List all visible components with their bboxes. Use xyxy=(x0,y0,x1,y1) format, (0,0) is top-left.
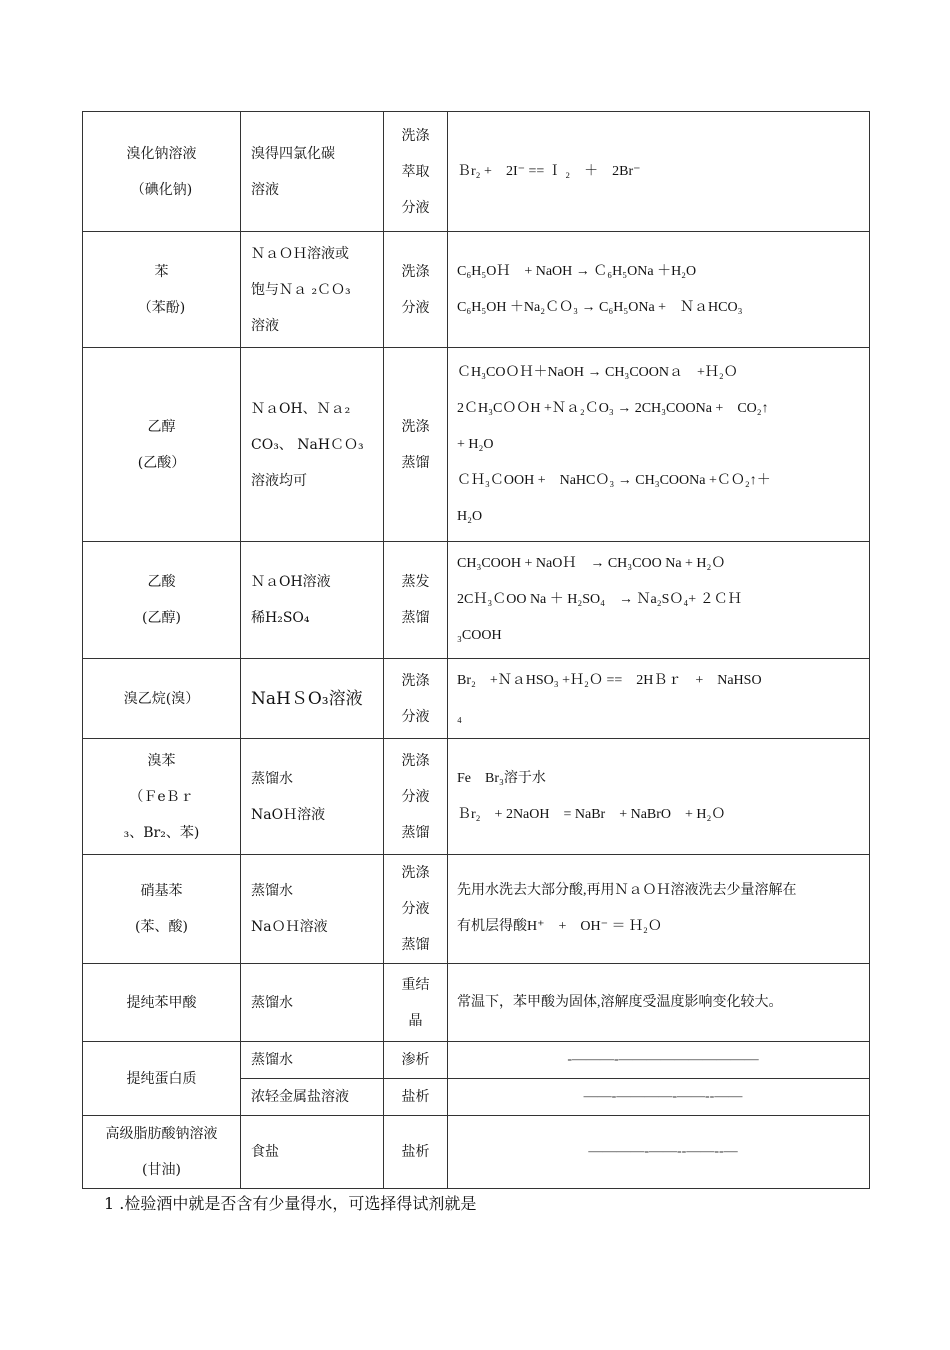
equation-cell xyxy=(448,1116,870,1189)
impure-substance-cell xyxy=(83,1116,241,1189)
cell-line: 高级脂肪酸钠溶液 xyxy=(105,1126,218,1142)
equation-line: + H₂O xyxy=(457,436,494,452)
equation-cell xyxy=(448,348,870,542)
placeholder-dash-line: -———-—————————— xyxy=(567,1052,759,1067)
cell-line: CO₃、 NaHＣＯ₃ xyxy=(251,436,364,453)
placeholder-dash-line: ——-————-——--—— xyxy=(583,1089,743,1104)
cell-line: 分液 xyxy=(401,788,430,805)
method-cell xyxy=(384,1116,448,1189)
cell-line: 蒸馏 xyxy=(401,937,430,953)
cell-line: 萃取 xyxy=(401,163,430,180)
equation-line: ＣH₃COＯＨ＋NaOH → CH₃COONａ +Ｈ₂Ｏ xyxy=(457,364,738,380)
cell-line: 溴苯 xyxy=(147,752,176,769)
reagent-cell xyxy=(241,1042,384,1079)
cell-line: (乙醇) xyxy=(142,610,181,626)
impure-substance-cell xyxy=(83,659,241,739)
cell-line: ＮａOH、Ｎａ₂ xyxy=(251,400,351,417)
equation-line: 常温下，苯甲酸为固体,溶解度受温度影响变化较大。 xyxy=(457,994,783,1010)
reagent-cell xyxy=(241,855,384,964)
cell-line: (乙酸） xyxy=(137,454,186,471)
impure-substance-cell xyxy=(83,739,241,855)
reagent-cell xyxy=(241,964,384,1042)
cell-line: 分液 xyxy=(401,299,430,316)
equation-line: H₂O xyxy=(457,508,483,524)
equation-cell xyxy=(448,1079,870,1116)
reagent-cell xyxy=(241,112,384,232)
table-row xyxy=(83,542,870,659)
purification-table xyxy=(82,111,870,1189)
cell-line: 蒸馏 xyxy=(401,824,430,841)
method-cell xyxy=(384,659,448,739)
cell-line: 溶液 xyxy=(251,181,279,198)
cell-line: 乙酸 xyxy=(147,574,176,590)
equation-line: ₃COOH xyxy=(457,628,502,643)
question-text: 1 .检验酒中就是否含有少量得水，可选择得试剂就是 xyxy=(104,1194,477,1213)
cell-line: 分液 xyxy=(401,901,430,917)
equation-line: C₆H₅OＨ + NaOH → Ｃ₆H₅ONa ＋H₂O xyxy=(457,263,697,279)
cell-line: 蒸馏水 xyxy=(251,770,293,787)
method-cell xyxy=(384,964,448,1042)
cell-line: 溴乙烷(溴） xyxy=(123,690,200,707)
impure-substance-cell xyxy=(83,348,241,542)
cell-line: 蒸馏水 xyxy=(251,883,293,899)
cell-line: 渗析 xyxy=(401,1052,430,1068)
impure-substance-cell xyxy=(83,112,241,232)
table-row xyxy=(83,739,870,855)
cell-line: （苯酚) xyxy=(137,299,186,316)
cell-line: 饱与Ｎａ ₂ＣＯ₃ xyxy=(251,281,351,298)
table-row xyxy=(83,1116,870,1189)
equation-line: ＣＨ₃ＣOOH + NaHCＯ₃ → CH₃COONa +ＣＯ₂↑＋ xyxy=(457,472,771,488)
cell-line: 蒸馏水 xyxy=(251,994,293,1011)
equation-line: 先用水洗去大部分酸,再用ＮａＯＨ溶液洗去少量溶解在 xyxy=(457,883,797,898)
cell-line: （ＦeＢｒ xyxy=(129,788,194,805)
equation-line: Ｂr₂ + 2NaOH = NaBr + NaBrO + H₂Ｏ xyxy=(457,806,726,822)
cell-line: 洗涤 xyxy=(401,752,430,769)
equation-line: ₄ xyxy=(457,708,462,724)
cell-line: 蒸发 xyxy=(401,574,430,590)
equation-line: Ｂr₂ + 2I⁻ == Ｉ ₂ ＋ 2Br⁻ xyxy=(457,163,641,179)
equation-cell xyxy=(448,739,870,855)
equation-cell xyxy=(448,1042,870,1079)
cell-line: 洗涤 xyxy=(401,127,430,144)
method-cell xyxy=(384,739,448,855)
reagent-cell xyxy=(241,542,384,659)
cell-line: 蒸馏水 xyxy=(251,1052,293,1068)
cell-line: 蒸馏 xyxy=(401,454,430,471)
cell-line: 盐析 xyxy=(401,1144,430,1160)
cell-line: 苯 xyxy=(154,263,169,280)
cell-line: 重结 xyxy=(401,976,430,993)
cell-line: 稀H₂SO₄ xyxy=(251,610,310,626)
purification-table-body xyxy=(83,112,870,1189)
cell-line: （碘化钠) xyxy=(130,181,193,198)
cell-line: 提纯苯甲酸 xyxy=(126,994,197,1011)
cell-line: 硝基苯 xyxy=(140,883,183,899)
equation-line: 有机层得酸H⁺ + OH⁻ ＝ Ｈ₂Ｏ xyxy=(457,919,662,934)
reagent-cell xyxy=(241,232,384,348)
cell-line: 洗涤 xyxy=(401,672,430,689)
cell-line: NaＯＨ溶液 xyxy=(251,919,328,935)
cell-line: ₃、Br₂、苯) xyxy=(123,824,200,841)
cell-line: 洗涤 xyxy=(401,263,430,280)
table-row xyxy=(83,112,870,232)
cell-line: 溴得四氯化碳 xyxy=(251,145,335,162)
method-cell xyxy=(384,1042,448,1079)
equation-line: 2CＨ₃ＣOO Na ＋ H₂SO₄ → Ｎa₂SＯ₄+ ２ＣＨ xyxy=(457,592,742,607)
equation-cell xyxy=(448,659,870,739)
cell-line: 晶 xyxy=(408,1012,423,1029)
equation-line: Fe Br₃溶于水 xyxy=(457,770,546,786)
method-cell xyxy=(384,348,448,542)
impure-substance-cell xyxy=(83,542,241,659)
equation-cell xyxy=(448,964,870,1042)
equation-cell xyxy=(448,232,870,348)
equation-cell xyxy=(448,855,870,964)
equation-line: C₆H₅OH ＋Na₂ＣＯ₃ → C₆H₅ONa + ＮａHCO₃ xyxy=(457,299,743,315)
table-row xyxy=(83,855,870,964)
equation-cell xyxy=(448,112,870,232)
table-row xyxy=(83,1042,870,1079)
method-cell xyxy=(384,1079,448,1116)
reagent-cell xyxy=(241,1079,384,1116)
method-cell xyxy=(384,232,448,348)
reagent-cell xyxy=(241,348,384,542)
method-cell xyxy=(384,542,448,659)
cell-line: 溶液均可 xyxy=(251,472,307,489)
table-row xyxy=(83,659,870,739)
reagent-cell xyxy=(241,739,384,855)
method-cell xyxy=(384,855,448,964)
table-row xyxy=(83,964,870,1042)
cell-line: 分液 xyxy=(401,199,430,216)
cell-line: 提纯蛋白质 xyxy=(126,1070,197,1087)
reagent-cell xyxy=(241,659,384,739)
cell-line: 洗涤 xyxy=(401,865,430,881)
equation-line: Br₂ +ＮａHSO₃ +Ｈ₂Ｏ == 2HＢｒ + NaHSO xyxy=(457,672,762,688)
cell-line: (苯、酸) xyxy=(135,919,188,935)
equation-cell xyxy=(448,542,870,659)
table-row xyxy=(83,232,870,348)
equation-line: CH₃COOH + NaOＨ → CH₃COO Na + H₂Ｏ xyxy=(457,556,726,571)
cell-line: NaOＨ溶液 xyxy=(251,806,326,823)
cell-line: ＮａOH溶液 xyxy=(251,574,331,590)
method-cell xyxy=(384,112,448,232)
table-row xyxy=(83,348,870,542)
cell-line: 溶液 xyxy=(251,317,279,334)
impure-substance-cell xyxy=(83,232,241,348)
placeholder-dash-line: ————-——--——--— xyxy=(588,1144,738,1159)
impure-substance-cell xyxy=(83,964,241,1042)
cell-line: 浓轻金属盐溶液 xyxy=(251,1089,349,1105)
cell-line: 洗涤 xyxy=(401,418,430,435)
impure-substance-cell xyxy=(83,1042,241,1116)
reagent-cell xyxy=(241,1116,384,1189)
cell-line: 食盐 xyxy=(251,1144,279,1160)
cell-line: 分液 xyxy=(401,708,430,725)
equation-line: 2ＣH₃CＯＯH +Ｎａ₂ＣO₃ → 2CH₃COONa + CO₂↑ xyxy=(457,400,769,416)
cell-line: 乙醇 xyxy=(147,418,176,435)
cell-line: ＮａＯＨ溶液或 xyxy=(251,245,349,262)
cell-line: 溴化钠溶液 xyxy=(126,145,197,162)
cell-line: 蒸馏 xyxy=(401,610,430,626)
cell-line: NaHＳO₃溶液 xyxy=(251,688,363,709)
cell-line: 盐析 xyxy=(401,1089,430,1105)
impure-substance-cell xyxy=(83,855,241,964)
cell-line: (甘油) xyxy=(142,1162,181,1178)
